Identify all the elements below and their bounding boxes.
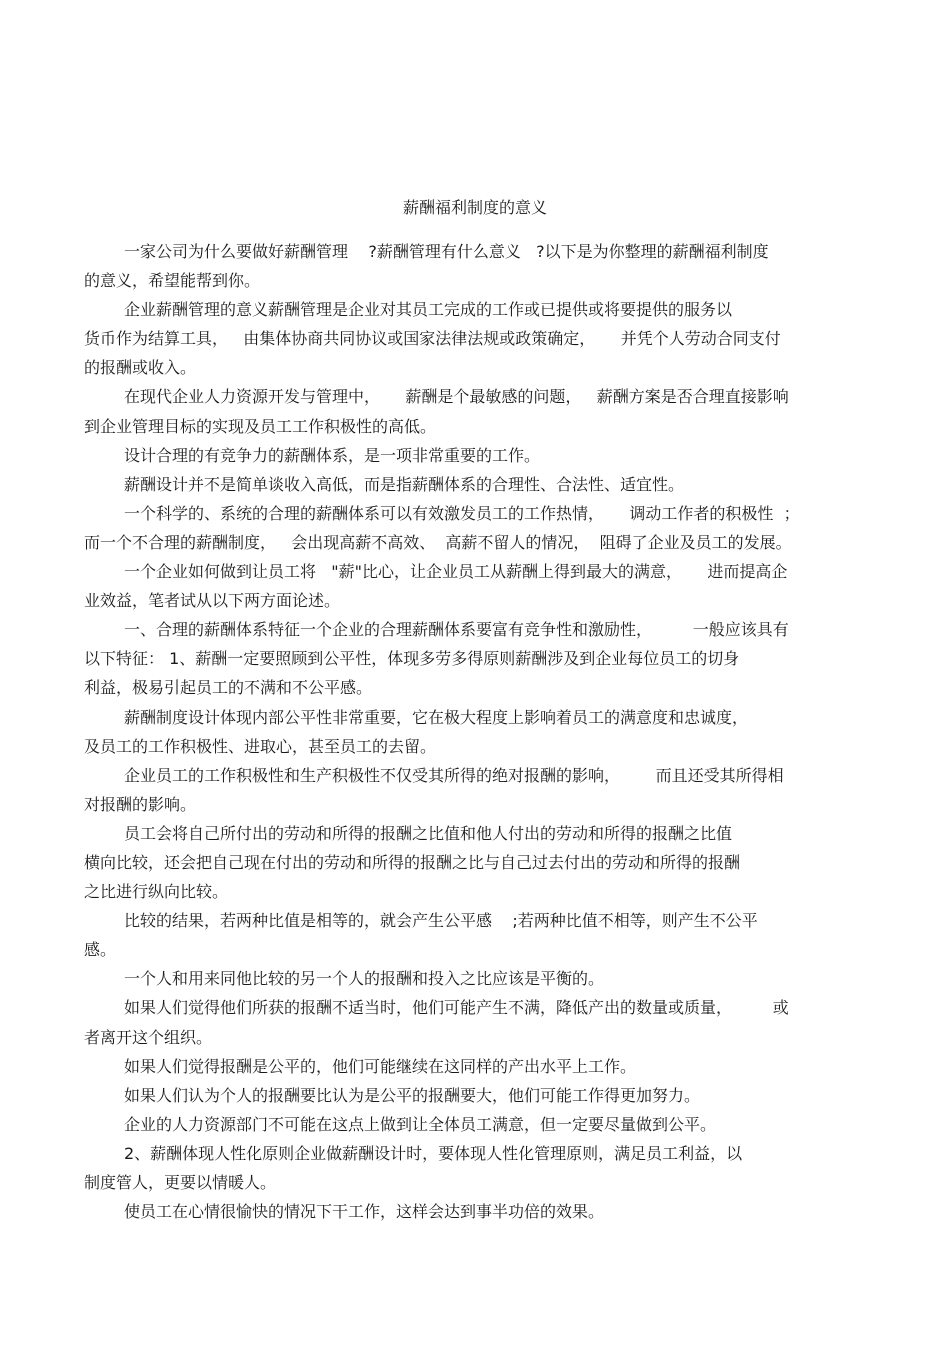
- text-line: 者离开这个组织。: [84, 1027, 213, 1047]
- text-line: 以下特征： 1、薪酬一定要照顾到公平性，体现多劳多得原则薪酬涉及到企业每位员工的切身: [84, 649, 740, 669]
- text-line: 对报酬的影响。: [84, 794, 197, 814]
- text-line: 设计合理的有竞争力的薪酬体系，是一项非常重要的工作。: [124, 445, 541, 465]
- text-line: 一、合理的薪酬体系特征一个企业的合理薪酬体系要富有竞争性和激励性， 一般应该具有: [124, 620, 789, 640]
- text-line: 2、薪酬体现人性化原则企业做薪酬设计时，要体现人性化管理原则，满足员工利益，以: [124, 1143, 743, 1163]
- text-line: 感。: [84, 940, 117, 960]
- text-line: 横向比较，还会把自己现在付出的劳动和所得的报酬之比与自己过去付出的劳动和所得的报酬: [84, 852, 741, 872]
- text-line: 一个企业如何做到让员工将 "薪"比心，让企业员工从薪酬上得到最大的满意， 进而提高企: [124, 562, 788, 582]
- text-line: 如果人们认为个人的报酬要比认为是公平的报酬要大，他们可能工作得更加努力。: [124, 1085, 701, 1105]
- text-line: 薪酬设计并不是简单谈收入高低，而是指薪酬体系的合理性、合法性、适宜性。: [124, 474, 685, 494]
- text-line: 而一个不合理的薪酬制度， 会出现高薪不高效、 高薪不留人的情况， 阻碍了企业及员工的发展。: [84, 532, 792, 552]
- text-line: 一家公司为什么要做好薪酬管理 ?薪酬管理有什么意义 ?以下是为你整理的薪酬福利制度: [124, 242, 769, 261]
- document-body: [84, 237, 874, 1226]
- text-line: 一个人和用来同他比较的另一个人的报酬和投入之比应该是平衡的。: [124, 969, 605, 989]
- text-line: 企业薪酬管理的意义薪酬管理是企业对其员工完成的工作或已提供或将要提供的服务以: [124, 300, 733, 320]
- text-line: 之比进行纵向比较。: [84, 882, 229, 902]
- text-line: 制度管人，更要以情暖人。: [84, 1173, 277, 1192]
- text-line: 业效益，笔者试从以下两方面论述。: [84, 591, 341, 611]
- text-line: 及员工的工作积极性、进取心，甚至员工的去留。: [84, 736, 437, 756]
- text-line: 薪酬制度设计体现内部公平性非常重要，它在极大程度上影响着员工的满意度和忠诚度，: [124, 707, 749, 727]
- text-line: 的意义，希望能帮到你。: [84, 271, 261, 291]
- text-line: 企业员工的工作积极性和生产积极性不仅受其所得的绝对报酬的影响， 而且还受其所得相: [124, 765, 784, 785]
- text-line: 利益，极易引起员工的不满和不公平感。: [84, 678, 373, 698]
- text-line: 在现代企业人力资源开发与管理中， 薪酬是个最敏感的问题， 薪酬方案是否合理直接影响: [124, 387, 789, 407]
- text-line: 企业的人力资源部门不可能在这点上做到让全体员工满意，但一定要尽量做到公平。: [124, 1114, 717, 1134]
- text-line: 一个科学的、系统的合理的薪酬体系可以有效激发员工的工作热情， 调动工作者的积极性 ；: [124, 503, 800, 523]
- text-line: 使员工在心情很愉快的情况下干工作，这样会达到事半功倍的效果。: [124, 1202, 605, 1222]
- text-line: 员工会将自己所付出的劳动和所得的报酬之比值和他人付出的劳动和所得的报酬之比值: [124, 823, 733, 843]
- text-line: 货币作为结算工具， 由集体协商共同协议或国家法律法规或政策确定， 并凭个人劳动合同支付: [84, 329, 781, 349]
- text-line: 如果人们觉得他们所获的报酬不适当时，他们可能产生不满，降低产出的数量或质量， 或: [124, 998, 789, 1018]
- text-line: 如果人们觉得报酬是公平的，他们可能继续在这同样的产出水平上工作。: [124, 1056, 637, 1076]
- text-line: 比较的结果，若两种比值是相等的，就会产生公平感 ;若两种比值不相等，则产生不公平: [124, 911, 758, 931]
- document-title: 薪酬福利制度的意义: [402, 198, 547, 217]
- text-line: 到企业管理目标的实现及员工工作积极性的高低。: [84, 416, 437, 436]
- text-line: 的报酬或收入。: [84, 358, 197, 378]
